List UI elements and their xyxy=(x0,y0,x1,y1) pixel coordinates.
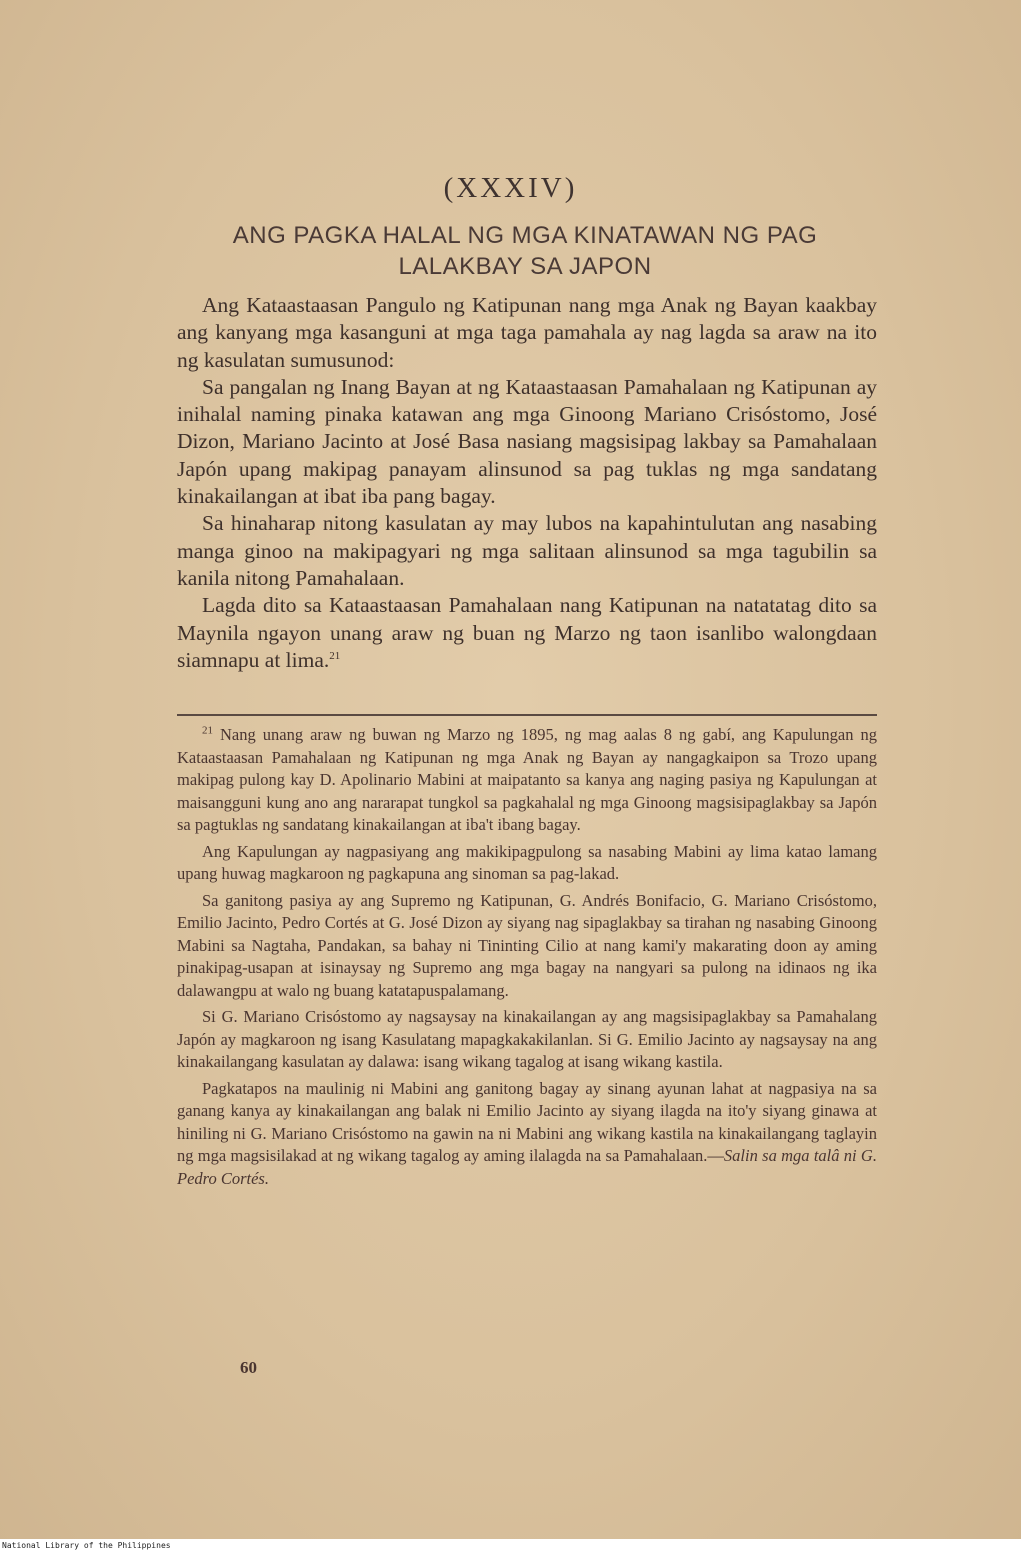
body-paragraph-text: Lagda dito sa Kataastaasan Pamahalaan nang Katipunan na natatatag dito sa Maynila ngayon unang araw ng buan ng Marzo ng taon isanlibo walongdaan siamnapu at lima. xyxy=(177,593,877,672)
footnote-paragraph xyxy=(177,724,877,837)
body-text xyxy=(177,292,877,674)
chapter-title-line-2: LALAKBAY SA JAPON xyxy=(398,253,652,280)
chapter-number: (XXXIV) xyxy=(443,172,578,204)
body-paragraph: Sa hinaharap nitong kasulatan ay may lubos na kapahintulutan ang nasabing manga ginoo na makipagyari ng mga salitaan alinsunod sa mga tagubilin sa kanila nitong Pamahalaan. xyxy=(177,511,877,590)
body-paragraph-last xyxy=(177,592,877,674)
footnote-paragraph: Si G. Mariano Crisóstomo ay nagsaysay na kinakailangan ay ang magsisipaglakbay sa Pamahalang Japón ay magkaroon ng isang Kasulatang mapagkakakilanlan. Si G. Emilio Jacinto ay nagsaysay na ang kinakailangang kasulatan ay dalawa: isang wikang tagalog at isang wikang kastila. xyxy=(177,1007,877,1071)
body-paragraph: Ang Kataastaasan Pangulo ng Katipunan nang mga Anak ng Bayan kaakbay ang kanyang mga kasanguni at mga taga pamahala ay nag lagda sa araw na ito ng kasulatan sumusunod: xyxy=(177,293,877,372)
body-paragraph: Sa pangalan ng Inang Bayan at ng Kataastaasan Pamahalaan ng Katipunan ay inihalal naming pinaka katawan ang mga Ginoong Mariano Crisóstomo, José Dizon, Mariano Jacinto at José Basa nasiang magsisipag lakbay sa Pamahalaan Japón upang makipag panayam alinsunod sa pag tuklas ng mga sandatang kinakailangan at ibat iba pang bagay. xyxy=(177,374,877,509)
chapter-title xyxy=(160,220,890,282)
footnote-paragraph: Sa ganitong pasiya ay ang Supremo ng Katipunan, G. Andrés Bonifacio, G. Mariano Crisóstomo, Emilio Jacinto, Pedro Cortés at G. José Dizon ay siyang nag sipaglakbay sa tirahan ng nasabing Ginoong Mabini sa Nagtaha, Pandakan, sa bahay ni Tininting Cilio at nang kami'y makarating doon ay aming pinakipag-usapan at isinaysay ng Supremo ang mga bagay na nangyari sa pulong na idinaos ng ika dalawangpu at walo ng buang katatapuspalamang. xyxy=(177,890,877,1000)
footnote-text: Pagkatapos na maulinig ni Mabini ang ganitong bagay ay sinang ayunan lahat at nagpasiya na sa ganang kanya ay kinakailangan ang balak ni Emilio Jacinto ay siyang ilagda na ito'y siyang ginawa at hiniling ni G. Mariano Crisóstomo na gawin na ni Mabini ang wikang kastila na kinakailangang taglayin ng mga magsisilakad at ng wikang tagalog ay aming ilalagda na sa Pamahalaan.— xyxy=(177,1078,877,1165)
footnote-text: Nang unang araw ng buwan ng Marzo ng 1895, ng mag aalas 8 ng gabí, ang Kapulungan ng Kataastaasan Pamahalaan ng Katipunan ng mga Anak ng Bayan ay nangagkaipon sa Trozo upang makipag pulong kay D. Apolinario Mabini at maipatanto sa kanya ang naging pasiya ng Kapulungan at maisangguni kung ano ang nararapat tungkol sa pagkahalal ng mga Ginoong magsisipaglakbay sa Japón sa pagtuklas ng sandatang kinakailangan at iba't ibang bagay. xyxy=(177,725,878,834)
library-watermark: National Library of the Philippines xyxy=(0,1539,1021,1553)
footnotes xyxy=(177,724,877,1194)
footnote-paragraph: Ang Kapulungan ay nagpasiyang ang makikipagpulong sa nasabing Mabini ay lima katao lamang upang huwag magkaroon ng pagkapuna ang sinoman sa pag-lakad. xyxy=(177,841,877,883)
page-number: 60 xyxy=(240,1358,257,1377)
footnote-marker: 21 xyxy=(202,724,213,737)
footnote-attribution: Salin sa mga talâ ni G. Pedro Cortés. xyxy=(177,1146,877,1188)
footnote-reference: 21 xyxy=(329,649,341,662)
footnote-divider xyxy=(177,714,877,716)
chapter-title-line-1: ANG PAGKA HALAL NG MGA KINATAWAN NG PAG xyxy=(232,222,818,249)
footnote-paragraph xyxy=(177,1078,877,1191)
